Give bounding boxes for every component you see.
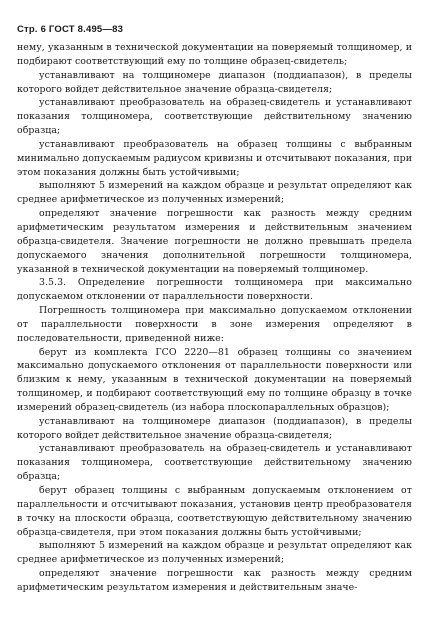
section-heading: 3.5.3. Определение погрешности толщиномера при максимально допускаемом отклонении от параллельности поверхности.	[17, 277, 412, 303]
paragraph: выполняют 5 измерений на каждом образце и результат определяют как среднее арифметическое из полученных измерений;	[17, 540, 412, 566]
document-body	[17, 41, 412, 595]
paragraph: выполняют 5 измерений на каждом образце и результат определяют как среднее арифметическое из полученных измерений;	[17, 180, 412, 206]
paragraph: определяют значение погрешности как разность между средним арифметическим результатом измерения и действительным значе-	[17, 568, 412, 593]
paragraph: Погрешность толщиномера при максимально допускаемом отклонении от параллельности поверхности в зоне измерения определяют в последовательности, приведенной ниже:	[17, 305, 412, 344]
paragraph: берут из комплекта ГСО 2220—81 образец толщины со значением максимально допускаемого отклонения от параллельности поверхности или близким к нему, указанным в технической документации на поверяемый толщиномер, и подбирают соответствующий ему по толщине образцу в точке измерений образец-свидетель (из набора плоскопараллельных образцов);	[17, 346, 412, 413]
paragraph: определяют значение погрешности как разность между средним арифметическим результатом измерения и действительным значением образца-свидетеля. Значение погрешности не должно превышать предела допускаемого значения дополнительной погрешности толщиномера, указанной в технической документации на поверяемый толщиномер.	[17, 208, 412, 275]
page-header: Стр. 6 ГОСТ 8.495—83	[17, 24, 124, 35]
paragraph: устанавливают преобразователь на образец-свидетель и устанавливают показания толщиномера, соответствующие действительному значению образца;	[17, 443, 412, 483]
paragraph: устанавливают преобразователь на образец-свидетель и устанавливают показания толщиномера, соответствующие действительному значению образца;	[17, 97, 412, 137]
paragraph: устанавливают преобразователь на образец толщины с выбранным минимально допускаемым радиусом кривизны и отсчитывают показания, при этом показания должны быть устойчивыми;	[17, 138, 413, 178]
document-page	[17, 22, 412, 595]
paragraph: устанавливают на толщиномере диапазон (поддиапазон), в пределы которого войдет действительное значение образца-свидетеля;	[17, 415, 412, 441]
paragraph: берут образец толщины с выбранным допускаемым отклонением от параллельности и отсчитывают показания, установив центр преобразователя в точку на плоскости образца, соответствующую действительному значению образца-свидетеля, при этом показания должны быть устойчивыми;	[17, 485, 412, 538]
paragraph: устанавливают на толщиномере диапазон (поддиапазон), в пределы которого войдет действительное значение образца-свидетеля;	[17, 69, 412, 95]
paragraph: нему, указанным в технической документации на поверяемый толщиномер, и подбирают соответствующий ему по толщине образец-свидетель;	[17, 42, 412, 67]
